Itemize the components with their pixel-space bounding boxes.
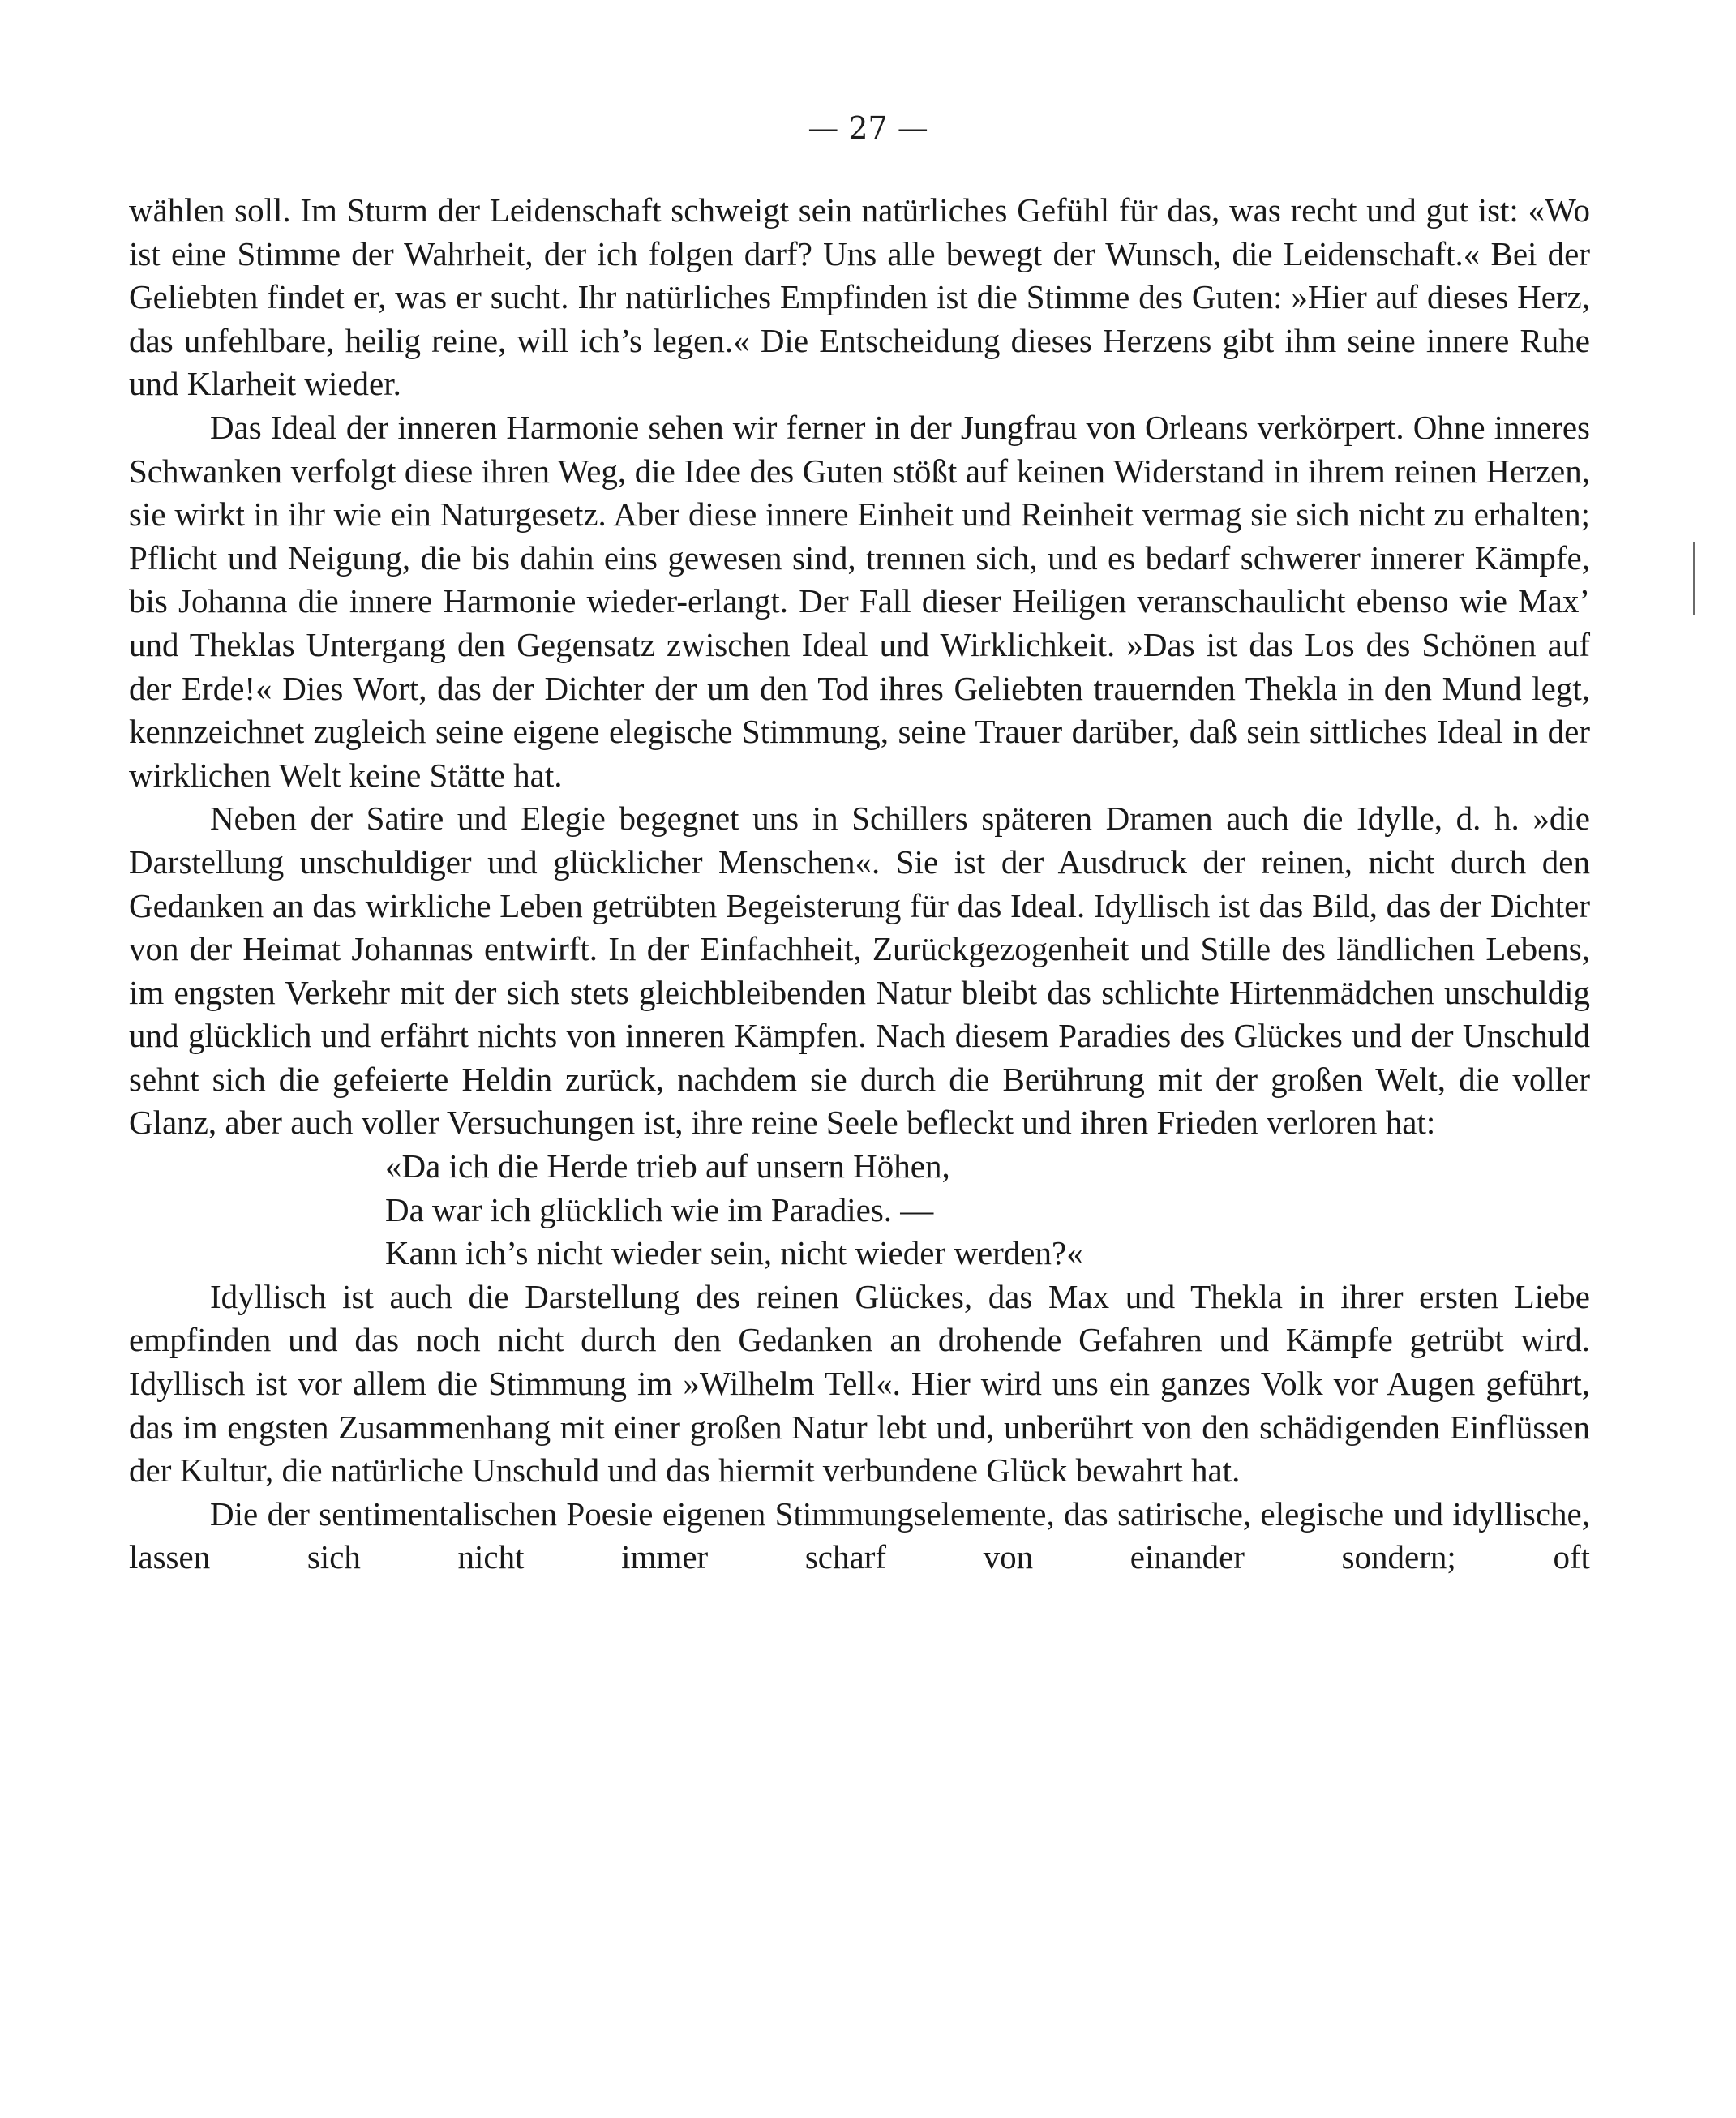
paragraph-tell: Idyllisch ist auch die Darstellung des reinen Glückes, das Max und Thekla in ihrer ersten Liebe empfinden und das noch nicht durch den Gedanken an drohende Gefahren und Kämpfe getrübt wird. Idyllisch ist vor allem die Stimmung im »Wilhelm Tell«. Hier wird uns ein ganzes Volk vor Augen geführt, das im engsten Zusammenhang mit einer großen Natur lebt und, unberührt von den schädigenden Einflüssen der Kultur, die natürliche Unschuld und das hiermit verbundene Glück bewahrt hat. (129, 1277, 1590, 1490)
verse-quote (385, 1145, 1590, 1276)
paragraph-idylle: Neben der Satire und Elegie begegnet uns in Schillers späteren Dramen auch die Idylle, d. h. »die Darstellung unschuldiger und glücklicher Menschen«. Sie ist der Ausdruck der reinen, nicht durch den Gedanken an das wirkliche Leben getrübten Begeisterung für das Ideal. Idyllisch ist das Bild, das der Dichter von der Heimat Johannas entwirft. In der Einfachheit, Zurückgezogenheit und Stille des ländlichen Lebens, im engsten Verkehr mit der sich stets gleichbleibenden Natur bleibt das schlichte Hirtenmädchen unschuldig und glücklich und erfährt nichts von inneren Kämpfen. Nach diesem Paradies des Glückes und der Unschuld sehnt sich die gefeierte Heldin zurück, nachdem sie durch die Berührung mit der großen Welt, die voller Glanz, aber auch voller Versuchungen ist, ihre reine Seele befleckt und ihren Frieden verloren hat: (129, 800, 1590, 1142)
verse-line: Da war ich glücklich wie im Paradies. — (385, 1190, 934, 1228)
paragraph-stimmungselemente: Die der sentimentalischen Poesie eigenen Stimmungselemente, das satirische, elegische und idyllische, lassen sich nicht immer scharf von einander sondern; oft (129, 1494, 1590, 1576)
page-number: — 27 — (808, 110, 928, 146)
paragraph-jungfrau: Das Ideal der inneren Harmonie sehen wir ferner in der Jungfrau von Orleans verkörpert. Ohne inneres Schwanken verfolgt diese ihren Weg, die Idee des Guten stößt auf keinen Widerstand in ihrem reinen Herzen, sie wirkt in ihr wie ein Naturgesetz. Aber diese innere Einheit und Reinheit vermag sie sich nicht zu erhalten; Pflicht und Neigung, die bis dahin eins gewesen sind, trennen sich, und es bedarf schwerer innerer Kämpfe, bis Johanna die innere Harmonie wieder-erlangt. Der Fall dieser Heiligen veranschaulicht ebenso wie Max’ und Theklas Untergang den Gegensatz zwischen Ideal und Wirklichkeit. »Das ist das Los des Schönen auf der Erde!« Dies Wort, das der Dichter der um den Tod ihres Geliebten trauernden Thekla in den Mund legt, kennzeichnet zugleich seine eigene elegische Stimmung, seine Trauer darüber, daß sein sittliches Ideal in der wirklichen Welt keine Stätte hat. (129, 408, 1590, 794)
body-text (129, 189, 1590, 1580)
verse-line: «Da ich die Herde trieb auf unsern Höhen, (385, 1147, 950, 1185)
verse-line: Kann ich’s nicht wieder sein, nicht wieder werden?« (385, 1234, 1083, 1272)
margin-mark (1693, 542, 1695, 615)
paragraph-continuation: wählen soll. Im Sturm der Leidenschaft schweigt sein natürliches Gefühl für das, was recht und gut ist: «Wo ist eine Stimme der Wahrheit, der ich folgen darf? Uns alle bewegt der Wunsch, die Leidenschaft.« Bei der Geliebten findet er, was er sucht. Ihr natürliches Empfinden ist die Stimme des Guten: »Hier auf dieses Herz, das unfehlbare, heilig reine, will ich’s legen.« Die Entscheidung dieses Herzens gibt ihm seine innere Ruhe und Klarheit wieder. (129, 191, 1590, 403)
